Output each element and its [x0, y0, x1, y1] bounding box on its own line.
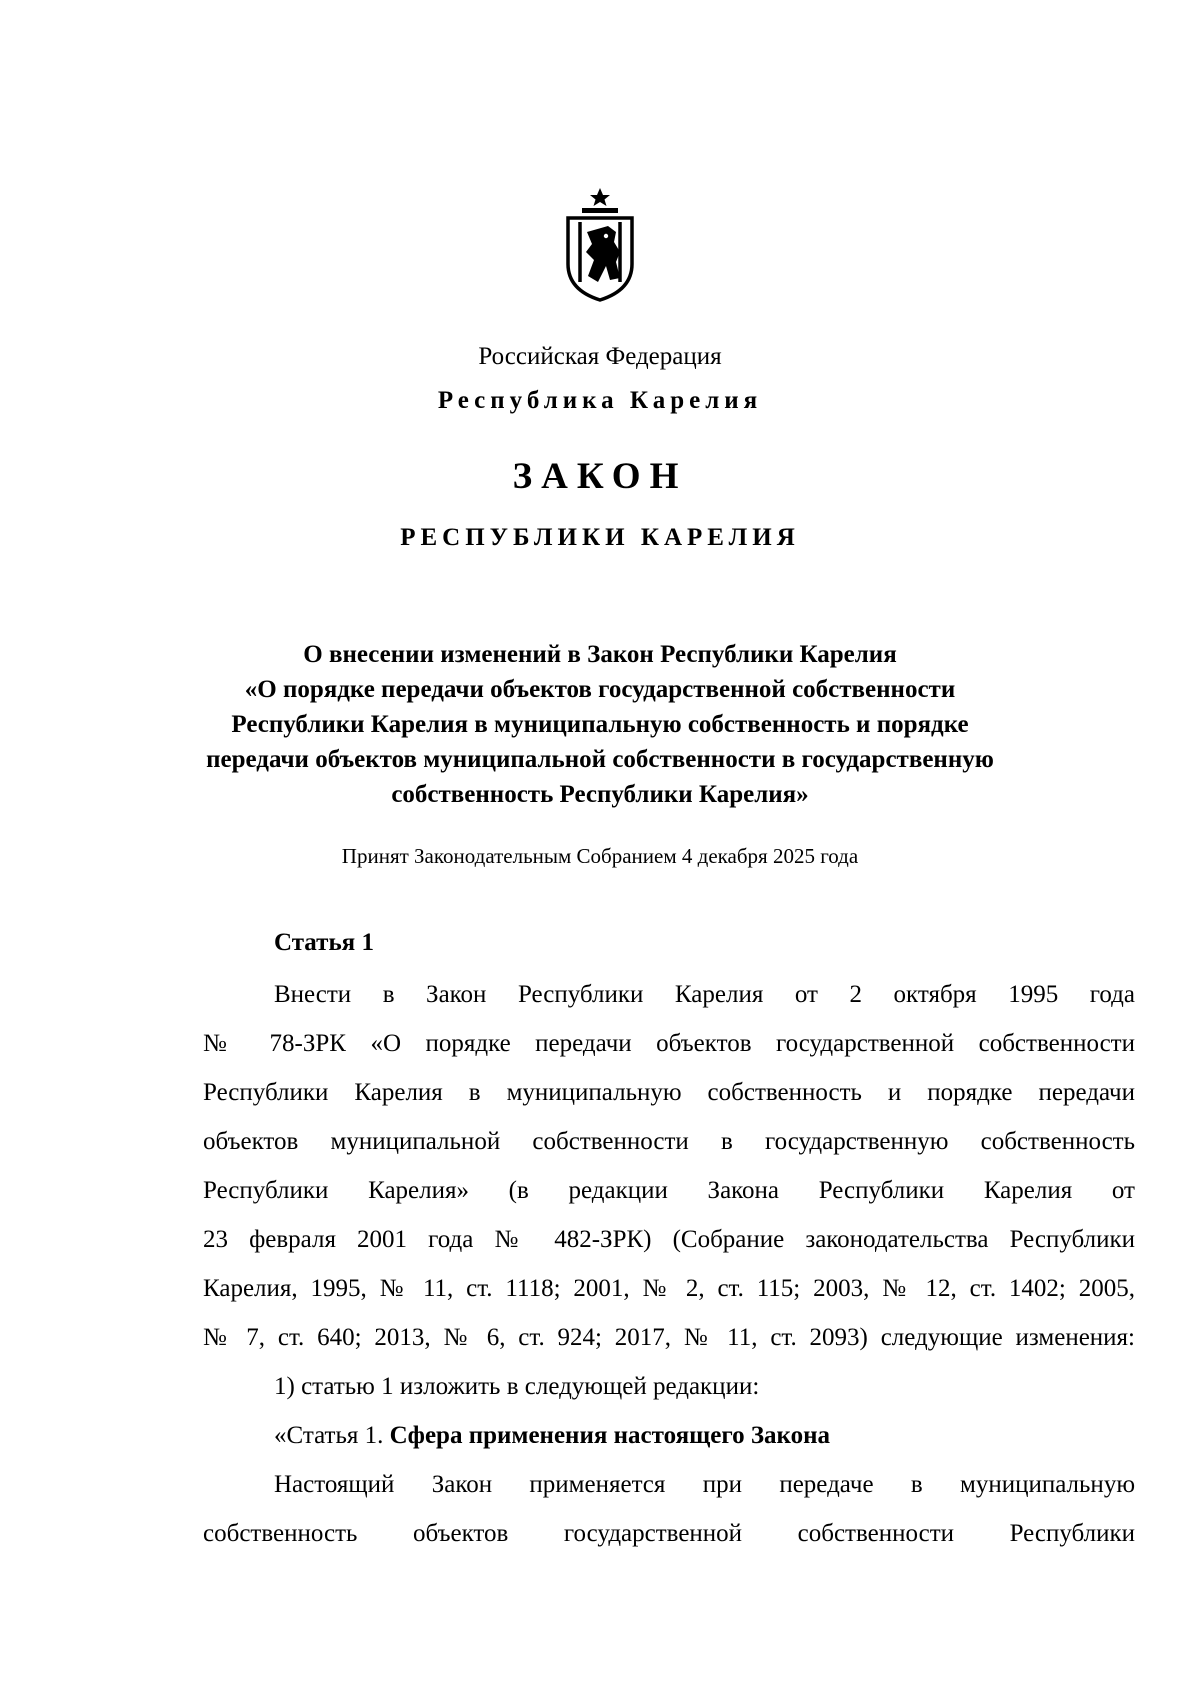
amendment-item-1: 1) статью 1 изложить в следующей редакции:	[274, 1373, 760, 1400]
article-text-line: № 78-ЗРК «О порядке передачи объектов государственной собственности	[203, 1030, 1135, 1057]
crown-base-icon	[582, 208, 618, 213]
law-title-line: Республики Карелия в муниципальную собственность и порядке	[231, 711, 969, 738]
law-title-line: передачи объектов муниципальной собственности в государственную	[206, 746, 994, 773]
article-text-line: Карелия, 1995, № 11, ст. 1118; 2001, № 2, ст. 115; 2003, № 12, ст. 1402; 2005,	[203, 1275, 1135, 1302]
article-text-line: № 7, ст. 640; 2013, № 6, ст. 924; 2017, № 11, ст. 2093) следующие изменения:	[203, 1324, 1135, 1351]
quoted-article-title: Сфера применения настоящего Закона	[389, 1422, 830, 1449]
quoted-article-prefix: «Статья 1.	[274, 1422, 390, 1449]
quoted-text-line: Настоящий Закон применяется при передаче в муниципальную	[274, 1471, 1135, 1498]
law-heading: ЗАКОН	[512, 456, 688, 497]
law-title-line: «О порядке передачи объектов государственной собственности	[244, 676, 956, 703]
quoted-article-heading	[274, 1421, 1135, 1451]
coat-of-arms-emblem	[560, 186, 640, 304]
article-text-line: объектов муниципальной собственности в государственную собственность	[203, 1128, 1135, 1155]
quoted-text-line: собственность объектов государственной собственности Республики	[203, 1520, 1135, 1547]
article-text-line: 23 февраля 2001 года № 482-ЗРК) (Собрание законодательства Республики	[203, 1226, 1135, 1253]
article-1-heading: Статья 1	[274, 929, 374, 956]
article-text-line: Республики Карелия» (в редакции Закона Республики Карелия от	[203, 1177, 1135, 1204]
federation-label: Российская Федерация	[478, 343, 722, 370]
article-text-line: Внести в Закон Республики Карелия от 2 октября 1995 года	[274, 981, 1135, 1008]
star-icon	[590, 188, 610, 206]
article-text-line: Республики Карелия в муниципальную собственность и порядке передачи	[203, 1079, 1135, 1106]
republic-label: Республика Карелия	[437, 387, 763, 414]
law-title-line: О внесении изменений в Закон Республики Карелия	[303, 641, 897, 668]
law-subheading: РЕСПУБЛИКИ КАРЕЛИЯ	[400, 524, 800, 551]
adoption-note: Принят Законодательным Собранием 4 декабря 2025 года	[341, 844, 859, 868]
law-title-line: собственность Республики Карелия»	[391, 781, 809, 808]
